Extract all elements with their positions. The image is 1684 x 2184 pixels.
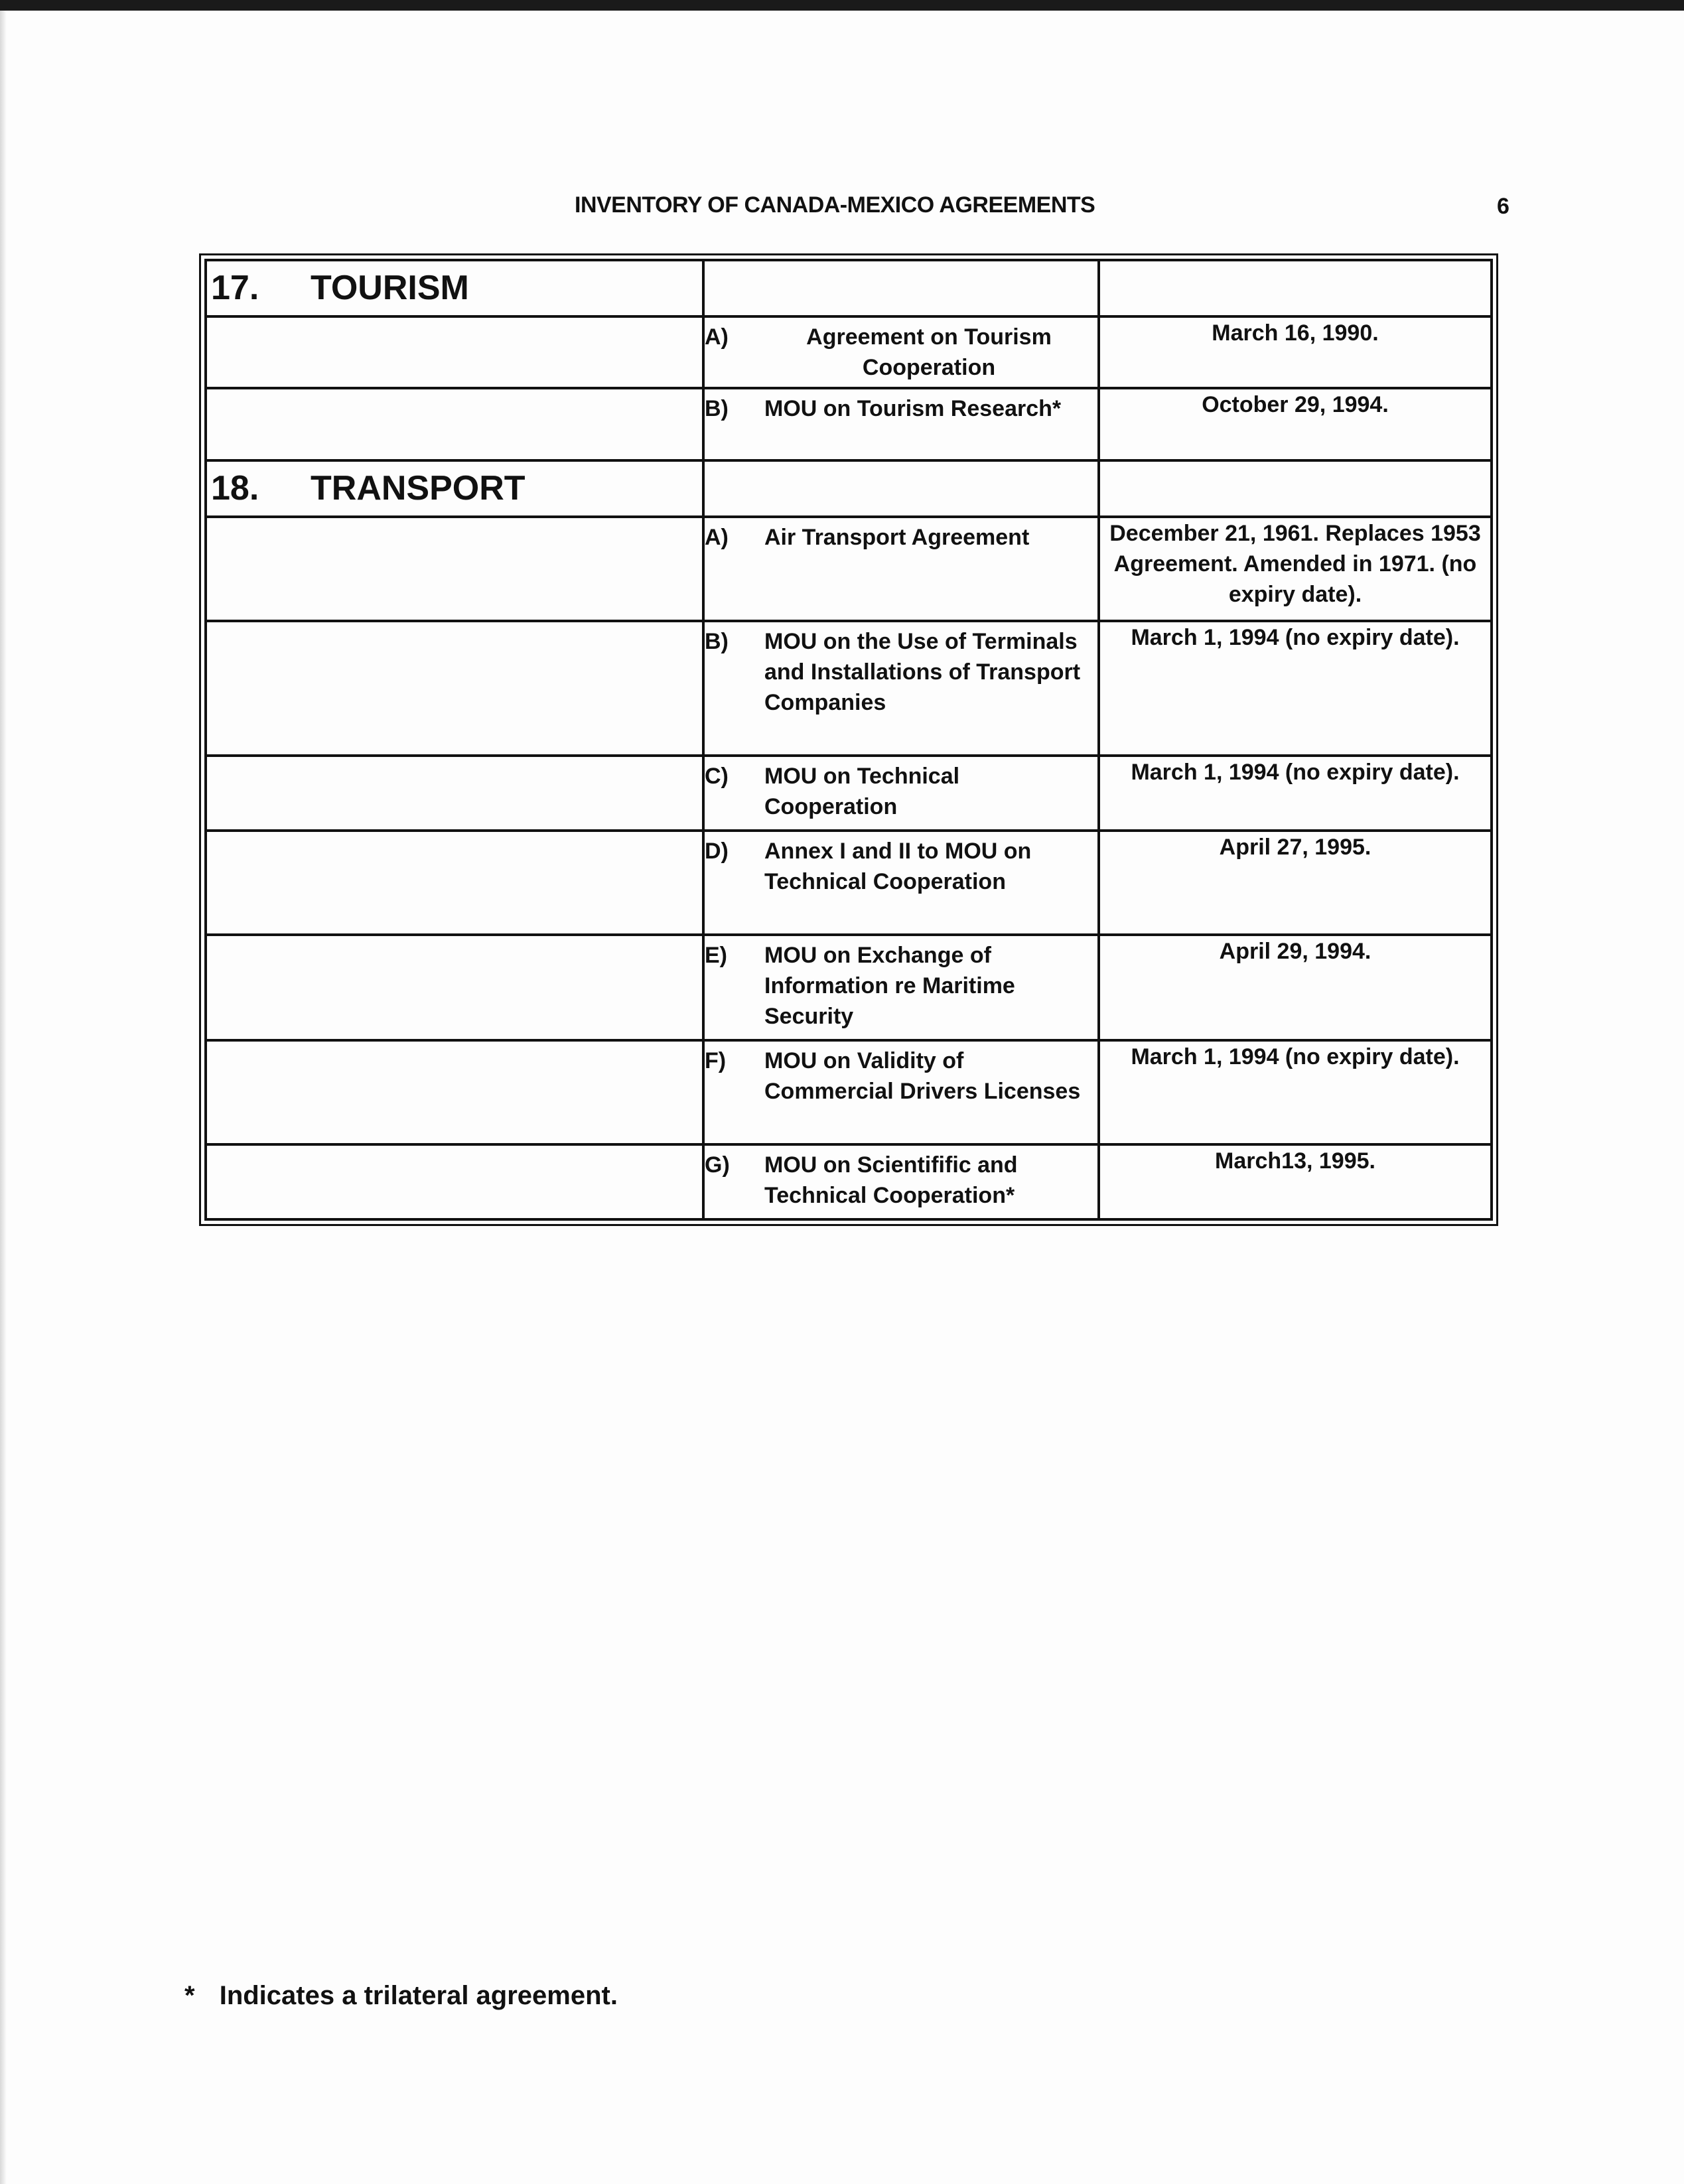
item-letter: A) bbox=[705, 524, 729, 550]
table-row bbox=[206, 388, 1492, 460]
item-letter: C) bbox=[705, 764, 729, 789]
item-description: MOU on Validity of Commercial Drivers Licenses bbox=[764, 1048, 1081, 1105]
item-description: MOU on Scientifific and Technical Cooperation* bbox=[764, 1152, 1018, 1209]
item-cell bbox=[703, 517, 1099, 621]
page-number: 6 bbox=[1497, 194, 1509, 219]
item-date: April 29, 1994. bbox=[1099, 935, 1492, 1040]
item-description: MOU on Tourism Research* bbox=[764, 396, 1062, 422]
item-cell bbox=[703, 388, 1099, 460]
footnote-text: Indicates a trilateral agreement. bbox=[219, 1981, 618, 2010]
table-row bbox=[206, 316, 1492, 389]
page-title: INVENTORY OF CANADA-MEXICO AGREEMENTS bbox=[575, 192, 1095, 218]
item-date: March 1, 1994 (no expiry date). bbox=[1099, 756, 1492, 831]
agreements-table bbox=[204, 259, 1493, 1221]
item-description: Annex I and II to MOU on Technical Cooperation bbox=[764, 838, 1032, 894]
section-title: TRANSPORT bbox=[311, 469, 526, 508]
item-description: MOU on Technical Cooperation bbox=[764, 764, 960, 820]
table-row bbox=[206, 935, 1492, 1040]
item-date: March 1, 1994 (no expiry date). bbox=[1099, 1040, 1492, 1144]
item-letter: G) bbox=[705, 1152, 730, 1178]
item-letter: A) bbox=[705, 324, 729, 350]
item-cell bbox=[703, 935, 1099, 1040]
section-title: TOURISM bbox=[311, 269, 469, 307]
footnote bbox=[184, 1981, 618, 2011]
table-row bbox=[206, 517, 1492, 621]
item-letter: B) bbox=[705, 396, 729, 422]
item-date: March 16, 1990. bbox=[1099, 316, 1492, 389]
item-letter: D) bbox=[705, 838, 729, 864]
table-row bbox=[206, 1144, 1492, 1219]
item-date: March13, 1995. bbox=[1099, 1144, 1492, 1219]
item-date: December 21, 1961. Replaces 1953 Agreement. Amended in 1971. (no expiry date). bbox=[1099, 517, 1492, 621]
item-date: March 1, 1994 (no expiry date). bbox=[1099, 621, 1492, 756]
agreements-table-frame bbox=[199, 253, 1498, 1226]
section-number: 18. bbox=[211, 469, 259, 508]
table-row bbox=[206, 621, 1492, 756]
table-row bbox=[206, 756, 1492, 831]
item-date: April 27, 1995. bbox=[1099, 831, 1492, 935]
item-letter: E) bbox=[705, 942, 727, 968]
item-description: MOU on the Use of Terminals and Installations of Transport Companies bbox=[764, 628, 1081, 715]
section-number: 17. bbox=[211, 269, 259, 307]
section-title-cell bbox=[206, 260, 703, 316]
item-cell bbox=[703, 756, 1099, 831]
footnote-asterisk: * bbox=[184, 1981, 195, 2010]
table-row bbox=[206, 831, 1492, 935]
item-cell bbox=[703, 1040, 1099, 1144]
section-header-row bbox=[206, 460, 1492, 517]
item-letter: F) bbox=[705, 1048, 727, 1074]
item-description: Air Transport Agreement bbox=[764, 524, 1030, 550]
item-description: Agreement on Tourism Cooperation bbox=[806, 324, 1052, 380]
scan-edge-left bbox=[0, 11, 7, 2184]
item-cell bbox=[703, 831, 1099, 935]
item-cell bbox=[703, 1144, 1099, 1219]
section-header-row bbox=[206, 260, 1492, 316]
item-letter: B) bbox=[705, 628, 729, 654]
item-description: MOU on Exchange of Information re Maritime Security bbox=[764, 942, 1015, 1029]
scan-edge-top bbox=[0, 0, 1684, 11]
section-title-cell bbox=[206, 460, 703, 517]
item-date: October 29, 1994. bbox=[1099, 388, 1492, 460]
item-cell bbox=[703, 621, 1099, 756]
table-row bbox=[206, 1040, 1492, 1144]
item-cell bbox=[703, 316, 1099, 389]
